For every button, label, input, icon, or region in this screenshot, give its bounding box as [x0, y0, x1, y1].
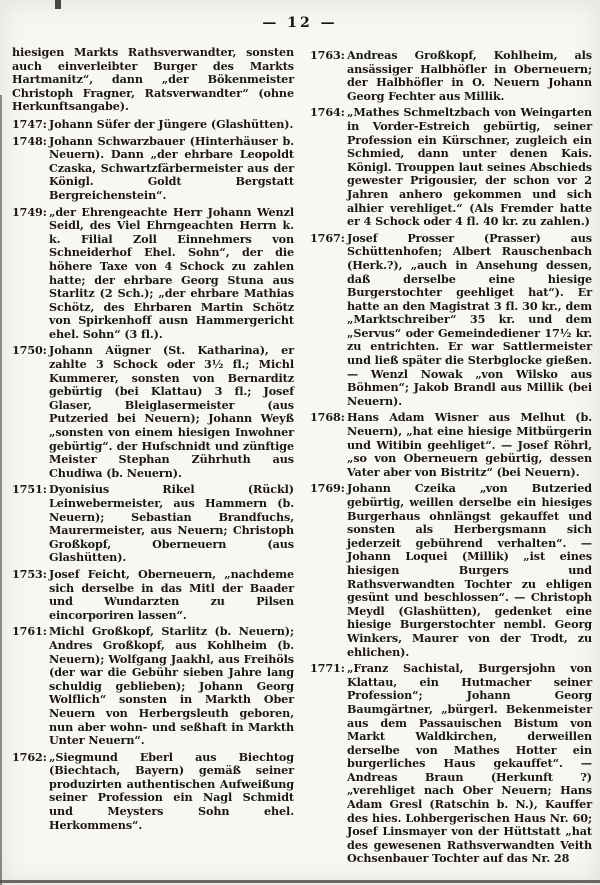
entry-text: Andreas Großkopf, Kohlheim, als ansässiger Halbhöfler in Oberneuern; der Halbhöfler in O. Neuern Johann Georg Fechter aus Millik.	[347, 48, 592, 103]
entry-text: Hans Adam Wisner aus Melhut (b. Neuern), „hat eine hiesige Mitbürgerin und Witibin geehliget“. — Josef Röhrl, „so von Oberneuern gebürtig, dessen Vater aber von Bistritz“ (bei Neuern).	[347, 410, 592, 479]
entry-text: Dyonisius Rikel (Rückl) Leinwebermeister, aus Hammern (b. Neuern); Sebastian Brandfuchs, Maurermeister, aus Neuern; Christoph Großkopf, Oberneuern (aus Glashütten).	[49, 482, 294, 565]
entry-year: 1768:	[310, 410, 345, 425]
register-entry	[12, 206, 294, 342]
text-columns	[0, 31, 600, 866]
entry-year: 1764:	[310, 105, 345, 120]
entry-text: „Franz Sachistal, Burgersjohn von Klattau, ein Hutmacher seiner Profession“; Johann Georg Baumgärtner, „bürgerl. Bekenmeister aus dem Passauischen Bistum von Markt Waldkirchen, derweillen derselbe von Mathes Hotter ein burgerliches Haus gekauffet“. — Andreas Braun (Herkunft ?) „verehliget nach Ober Neuern; Hans Adam Gresl (Ratschin b. N.), Kauffer des hies. Lohbergerischen Haus Nr. 60; Josef Linsmayer von der Hüttstatt „hat des gewesenen Rathsverwandten Veith Ochsenbauer Tochter auf das Nr. 28	[347, 661, 592, 866]
entry-year: 1762:	[12, 749, 47, 764]
entry-year: 1749:	[12, 204, 47, 219]
entry-year: 1751:	[12, 482, 47, 497]
entry-text: „Siegmund Eberl aus Biechtog (Biechtach, Bayern) gemäß seiner produzirten authentischen Aufweißung seiner Profession ein Nagl Schmidt und Meysters Sohn ehel. Herkommens“.	[49, 749, 294, 832]
register-entry	[310, 411, 592, 479]
entry-year: 1750:	[12, 343, 47, 358]
page-number: — 12 —	[262, 15, 338, 31]
register-entry	[310, 662, 592, 866]
register-entry	[12, 625, 294, 747]
entry-year: 1767:	[310, 230, 345, 245]
entry-year: 1753:	[12, 566, 47, 581]
scan-artifact-left-edge	[0, 95, 2, 885]
entry-year: 1747:	[12, 116, 47, 131]
entry-text: „der Ehrengeachte Herr Johann Wenzl Seidl, des Viel Ehrngeachten Herrn k. k. Filial Zoll Einnehmers von Schneiderhof Ehel. Sohn“, der die höhere Taxe von 4 Schock zu zahlen hatte; der ehrbare Georg Stuna aus Starlitz (2 Sch.); „der ehrbare Mathias Schötz, des Ehrbaren Martin Schötz von Spirkenhoff ausn Hammergericht ehel. Sohn“ (3 fl.).	[49, 204, 294, 341]
register-entry	[12, 118, 294, 132]
register-entry	[12, 751, 294, 833]
entry-text: Johann Czeika „von Butzeried gebürtig, weillen derselbe ein hiesiges Burgerhaus ohnlängst gekauffet und sonsten als Herbergsmann sich jederzeit gebührend verhalten“. — Johann Loquei (Millik) „ist eines hiesigen Burgers und Rathsverwandten Tochter zu ehligen gesünt und beschlossen“. — Christoph Meydl (Glashütten), gedenket eine hiesige Burgerstochter nembl. Georg Winkers, Maurer von der Trodt, zu ehlichen).	[347, 481, 592, 659]
entry-year: 1761:	[12, 624, 47, 639]
register-entry	[310, 232, 592, 409]
intro-paragraph: hiesigen Markts Rathsverwandter, sonsten auch einverleibter Burger des Markts Hartmanitz“, dann „der Bökenmeister Christoph Fragner, Ratsverwandter“ (ohne Herkunftsangabe).	[12, 45, 294, 114]
register-entry	[12, 568, 294, 622]
right-column	[310, 46, 592, 866]
register-entry	[12, 135, 294, 203]
entry-text: „Mathes Schmeltzbach von Weingarten in Vorder-Estreich gebürtig, seiner Profession ein Kürschner, zugleich ein Schmied, dann unter denen Kais. Königl. Trouppen laut seines Abschieds gewester Prigousier, der schon vor 2 Jahren anhero gekommen und sich alhier verehliget.“ (Als Fremder hatte er 4 Schock oder 4 fl. 40 kr. zu zahlen.)	[347, 105, 592, 229]
register-entry	[12, 344, 294, 480]
entry-year: 1769:	[310, 481, 345, 496]
register-entry	[310, 482, 592, 659]
scan-artifact-top-mark	[55, 0, 61, 9]
entry-year: 1748:	[12, 133, 47, 148]
register-entry	[310, 49, 592, 103]
entry-text: Josef Prosser (Prasser) aus Schüttenhofen; Albert Rauschenbach (Herk.?), „auch in Ansehung dessen, daß derselbe eine hiesige Burgerstochter geehliget hat“). Er hatte an den Magistrat 3 fl. 30 kr., dem „Marktschreiber“ 35 kr. und dem „Servus“ oder Gemeindediener 17½ kr. zu entrichten. Er war Sattlermeister und ließ später die Sterbglocke gießen. — Wenzl Nowak „von Wilsko aus Böhmen“; Jakob Brandl aus Millik (bei Neuern).	[347, 230, 592, 408]
register-entry	[12, 483, 294, 565]
entry-year: 1771:	[310, 661, 345, 676]
entry-text: Johann Süfer der Jüngere (Glashütten).	[49, 116, 294, 131]
entry-text: Michl Großkopf, Starlitz (b. Neuern); Andres Großkopf, aus Kohlheim (b. Neuern); Wolfgang Jaakhl, aus Freihöls (der war die Gebühr sieben Jahre lang schuldig geblieben); Johann Georg Wolflich“ sonsten in Markth Ober Neuern von Herbergsleuth geboren, nun aber wohn- und seßhaft in Markth Unter Neuern“.	[49, 624, 294, 748]
entry-text: Johann Aügner (St. Katharina), er zahlte 3 Schock oder 3½ fl.; Michl Kummerer, sonsten von Bernarditz gebürtig (bei Klattau) 3 fl.; Josef Glaser, Bleiglasermeister (aus Putzeried bei Neuern); Johann Weyß „sonsten von einem hiesigen Inwohner gebürtig“. der Hufschnidt und zünftige Meister Stephan Zührhuth aus Chudiwa (b. Neuern).	[49, 343, 294, 480]
entry-text: Josef Feicht, Oberneuern, „nachdeme sich derselbe in das Mitl der Baader und Wundarzten zu Pilsen eincorporiren lassen“.	[49, 566, 294, 622]
entry-year: 1763:	[310, 48, 345, 62]
register-entry	[310, 106, 592, 228]
entry-text: Johann Schwarzbauer (Hinterhäuser b. Neuern). Dann „der ehrbare Leopoldt Czaska, Schwartzfärbermeister aus der Königl. Goldt Bergstatt Bergreichenstein“.	[49, 133, 294, 202]
left-column	[12, 46, 294, 866]
scan-artifact-bottom-edge	[0, 880, 600, 883]
